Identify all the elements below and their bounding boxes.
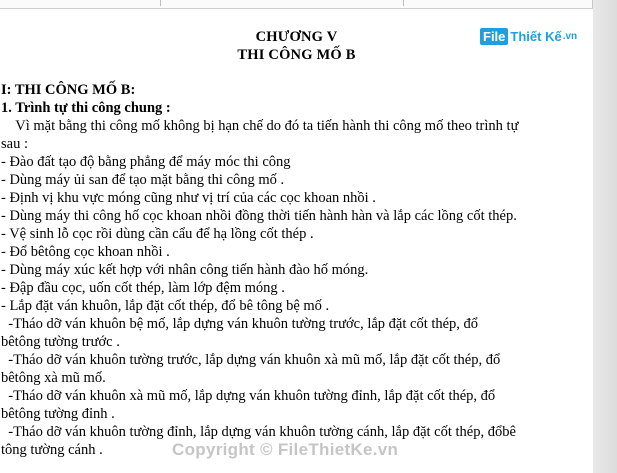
document-page [0, 9, 593, 473]
step-item: - Đổ bêtông cọc khoan nhồi . [1, 244, 170, 260]
step-item: - Dùng máy thi công hố cọc khoan nhồi đồng thời tiến hành hàn và lắp các lồng cốt thép. [1, 208, 517, 224]
step-item: - Dùng máy ủi san để tạo mặt bằng thi công mố . [1, 172, 285, 188]
paragraph-line: bêtông tường trước . [1, 334, 120, 350]
step-item: - Lắp đặt ván khuôn, lắp đặt cốt thép, đổ bê tông bệ mố . [1, 298, 330, 314]
section-heading: I: THI CÔNG MỐ B: [1, 82, 136, 98]
step-item: - Vệ sinh lỗ cọc rồi dùng cần cẩu để hạ lồng cốt thép . [1, 226, 314, 242]
chapter-title: THI CÔNG MỐ B [237, 47, 356, 63]
paragraph-line: bêtông tường đỉnh . [1, 406, 115, 422]
copyright-watermark: Copyright © FileThietKe.vn [172, 440, 399, 459]
paragraph-line: -Tháo dỡ ván khuôn tường đỉnh, lắp dựng ván khuôn tường cánh, lắp đặt cốt thép, đổbê [1, 424, 516, 440]
ruler-tick [160, 0, 161, 6]
section-subheading: 1. Trình tự thi công chung : [1, 100, 171, 116]
step-item: - Dùng máy xúc kết hợp với nhân công tiến hành đào hố móng. [1, 262, 369, 278]
chapter-number: CHƯƠNG V [255, 29, 338, 45]
paragraph-line: -Tháo dỡ ván khuôn bệ mố, lắp dựng ván khuôn tường trước, lắp đặt cốt thép, đổ [1, 316, 479, 332]
paragraph-line: tông tường cánh . [1, 442, 103, 458]
step-item: - Đập đầu cọc, uốn cốt thép, làm lớp đệm móng . [1, 280, 285, 296]
paragraph-line: -Tháo dỡ ván khuôn tường trước, lắp dựng ván khuôn xà mũ mố, lắp đặt cốt thép, đổ [1, 352, 501, 368]
ruler-strip [0, 0, 617, 9]
step-item: - Định vị khu vực móng cũng như vị trí của các cọc khoan nhồi . [1, 190, 376, 206]
intro-text-cont: sau : [1, 136, 28, 152]
logo-tld: .vn [562, 30, 578, 42]
step-item: - Đào đất tạo độ bằng phẳng để máy móc thi công [1, 154, 291, 170]
window-edge [592, 0, 617, 473]
paragraph-line: -Tháo dỡ ván khuôn xà mũ mố, lắp dựng ván khuôn tường đỉnh, lắp đặt cốt thép, đổ [1, 388, 496, 404]
ruler-tick [403, 0, 404, 6]
paragraph-line: bêtông xà mũ mố. [1, 370, 106, 386]
intro-text: Vì mặt bằng thi công mố không bị hạn chế do đó ta tiến hành thi công mố theo trình tự [1, 118, 519, 134]
logo-name: Thiết Kế [510, 28, 562, 44]
logo-badge: File [480, 28, 508, 45]
